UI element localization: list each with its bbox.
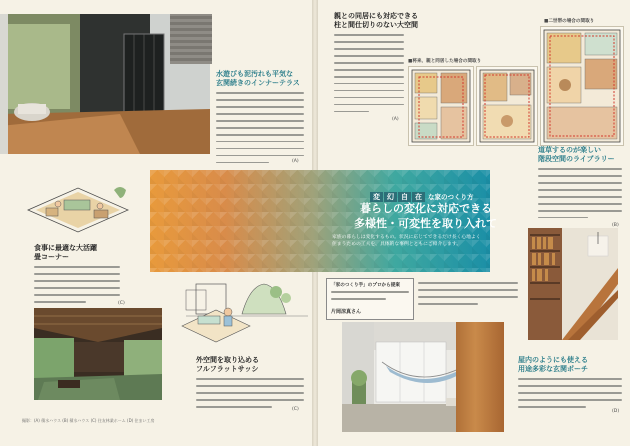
terrace-body-text [216, 92, 304, 169]
porch-heading: 屋内のようにも使える 用途多彩な玄関ポーチ [518, 356, 588, 373]
banner-lead: 家族の暮らしは変化するもの。状況に応じてできるだけ長く心地よく住まうための工夫を、具体的な事例とともにご紹介します。 [332, 235, 481, 247]
study-corner-illustration [18, 180, 136, 242]
callout-name: 片岡涼真さん [331, 309, 362, 315]
banner-headline-2: 多様性・可変性を取り入れて [354, 217, 497, 230]
plan-label-future: ■将来、親と同居した場合の間取り [408, 59, 482, 64]
terrace-credit: (A) [292, 159, 299, 164]
callout-side-text [418, 282, 518, 310]
parents-credit: (A) [392, 117, 399, 122]
outdoor-credit: (C) [292, 407, 299, 412]
stair-library-photo [528, 228, 618, 340]
terrace-heading: 水遊びも泥汚れも平気な 玄関続きのインナーテラス [216, 70, 300, 87]
banner-chip-4: 在 [412, 192, 425, 202]
banner-kicker: な家のつくり方 [428, 193, 474, 201]
study-body-text [34, 266, 120, 308]
outdoor-heading: 外空間を取り込める フルフラットサッシ [196, 356, 259, 373]
parents-heading: 親との同居にも対応できる 柱と間仕切りのない大空間 [334, 12, 418, 29]
library-body-text [538, 168, 622, 224]
banner-chip-1: 変 [370, 192, 383, 202]
stone-wall-photo [170, 14, 212, 64]
plan-label-partition: ■二世帯の場合の間取り [544, 19, 595, 24]
porch-body-text [518, 378, 622, 413]
banner-chip-2: 幻 [384, 192, 397, 202]
library-heading: 道草するのが楽しい 階段空間のライブラリー [538, 146, 615, 163]
callout-title: 「家のつくり手」のプロから提案 [331, 283, 400, 288]
study-heading: 食事に最適な大活躍 畳コーナー [34, 244, 97, 261]
callout-body-text [331, 291, 409, 305]
library-credit: (B) [612, 223, 619, 228]
outdoor-body-text [196, 378, 304, 413]
banner-chip-3: 自 [398, 192, 411, 202]
tatami-room-photo [34, 308, 162, 400]
banner-headline-1: 暮らしの変化に対応できる [360, 202, 492, 215]
floor-plan-partition [540, 26, 624, 146]
parents-body-text [334, 34, 404, 118]
photo-credit-footer: 撮影：(A) 積水ハウス (B) 積水ハウス (C) 住友林業ホーム (D) 住まい工房 [22, 418, 155, 423]
floor-plan-future [408, 66, 474, 146]
callout-box [326, 278, 414, 320]
feature-banner [150, 170, 497, 272]
desk-illustration [178, 282, 254, 352]
wooden-door-photo [456, 322, 504, 432]
study-credit: (C) [118, 301, 125, 306]
porch-credit: (D) [612, 409, 620, 414]
floor-plan-current [476, 66, 538, 146]
